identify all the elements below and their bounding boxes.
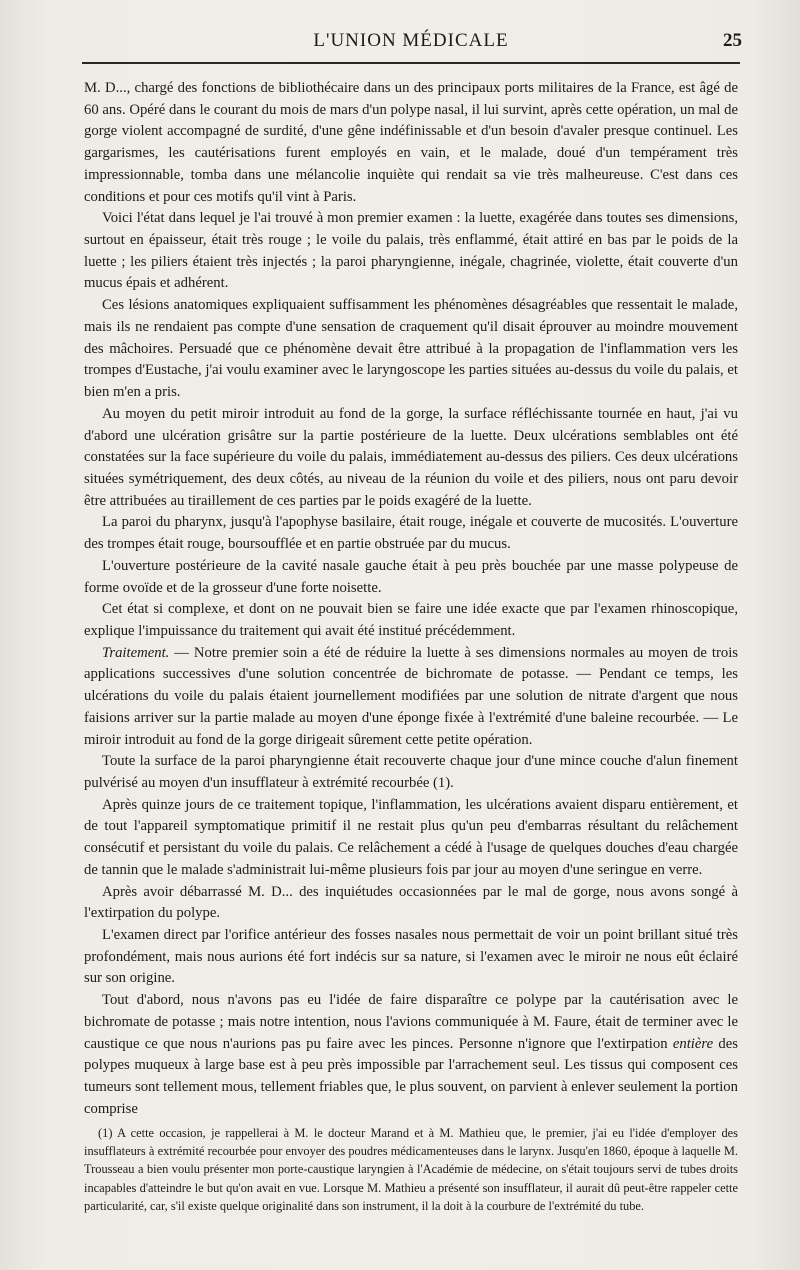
paragraph-text: — Notre premier soin a été de réduire la luette à ses dimensions normales au moyen de trois applications successives d'une solution concentrée de bichromate de potasse. — Pendant ce temps, les ulcérations du voile du palais étaient journellement modifiées par une solution de nitrate d'argent que nous faisions arriver sur la partie malade au moyen d'une éponge fixée à l'extrémité d'une baleine recourbée. — Le miroir introduit au fond de la gorge dirigeait sûrement cette petite opération. (84, 644, 739, 748)
paragraph: L'examen direct par l'orifice antérieur des fosses nasales nous permettait de voir un point brillant situé très profondément, mais nous aurions été fort indécis sur sa nature, si l'examen avec le miroir ne nous eût éclairé sur son origine. (84, 927, 738, 987)
paragraph: Après quinze jours de ce traitement topique, l'inflammation, les ulcérations avaient disparu entièrement, et de tout l'appareil symptomatique primitif il ne restait plus qu'un peu d'embarras résultant du relâchement consécutif et persistant du voile du palais. Ce relâchement a cédé à l'usage de quelques douches d'eau chargée de tannin que le malade s'administrait lui-même plusieurs fois par jour au moyen d'une seringue en verre. (84, 796, 738, 878)
running-head (80, 30, 742, 56)
paragraph: M. D..., chargé des fonctions de bibliothécaire dans un des principaux ports militaires de la France, est âgé de 60 ans. Opéré dans le courant du mois de mars d'un polype nasal, il lui survint, après cette opération, un mal de gorge violent accompagné de surdité, d'une gêne indéfinissable et d'un besoin d'avaler presque continuel. Les gargarismes, les cautérisations furent employés en vain, et le malade, doué d'un tempérament très impressionnable, tomba dans une mélancolie inquiète qui rendait sa vie très malheureuse. C'est dans ces conditions et pour ces motifs qu'il vint à Paris. (84, 80, 738, 205)
emphasis-word: entière (672, 1035, 714, 1052)
paragraph-text: Tout d'abord, nous n'avons pas eu l'idée de faire disparaître ce polype par la cautérisation avec le bichromate de potasse ; mais notre intention, nous l'avions communiquée à M. Faure, était de terminer avec le caustique ce que nous n'aurions pas pu faire avec les pinces. Personne n'ignore que l'extirpation (84, 992, 738, 1052)
paragraph: La paroi du pharynx, jusqu'à l'apophyse basilaire, était rouge, inégale et couverte de mucosités. L'ouverture des trompes était rouge, boursoufflée et en partie obstruée par du mucus. (84, 514, 738, 553)
article-body (84, 78, 738, 1121)
paragraph: L'ouverture postérieure de la cavité nasale gauche était à peu près bouchée par une masse polypeuse de forme ovoïde et de la grosseur d'une forte noisette. (84, 557, 738, 596)
paragraph: Après avoir débarrassé M. D... des inquiétudes occasionnées par le mal de gorge, nous avons songé à l'extirpation du polype. (84, 883, 738, 922)
header-rule (82, 62, 740, 64)
paragraph: Ces lésions anatomiques expliquaient suffisamment les phénomènes désagréables que ressentait le malade, mais ils ne rendaient pas compte d'une sensation de craquement qu'il disait éprouver au moindre mouvement des mâchoires. Persuadé que ce phénomène devait être attribué à la propagation de l'inflammation vers les trompes d'Eustache, j'ai voulu examiner avec le laryngoscope les parties situées au-dessus du voile du palais, et bien m'en a pris. (84, 297, 738, 401)
paragraph: Toute la surface de la paroi pharyngienne était recouverte chaque jour d'une mince couche d'alun finement pulvérisé au moyen d'un insufflateur à extrémité recourbée (1). (84, 753, 738, 791)
running-title: L'UNION MÉDICALE (313, 30, 509, 51)
paragraph: Voici l'état dans lequel je l'ai trouvé à mon premier examen : la luette, exagérée dans toutes ses dimensions, surtout en épaisseur, était très rouge ; le voile du palais, très enflammé, était attiré en bas par le poids de la luette ; les piliers étaient très injectés ; la paroi pharyngienne, inégale, chagrinée, violette, était couverte d'un mucus épais et adhérent. (84, 210, 738, 292)
paragraph (84, 643, 738, 752)
paragraph: Cet état si complexe, et dont on ne pouvait bien se faire une idée exacte que par l'examen rhinoscopique, explique l'impuissance du traitement qui avait été institué précédemment. (84, 601, 738, 639)
paragraph (84, 990, 738, 1120)
traitement-heading: Traitement. (102, 644, 170, 661)
page-number: 25 (723, 30, 742, 51)
paragraph-text: des polypes muqueux à large base est à peu près impossible par l'arrachement seul. Les tissus qui composent ces tumeurs sont tellement mous, tellement friables que, le plus souvent, on parvient à enlever seulement la portion comprise (84, 1035, 738, 1117)
footnotes (84, 1124, 738, 1215)
paragraph: Au moyen du petit miroir introduit au fond de la gorge, la surface réfléchissante tournée en haut, j'ai vu d'abord une ulcération grisâtre sur la partie postérieure de la luette. Deux ulcérations semblables ont été constatées sur la face supérieure du voile du palais, immédiatement au-dessus des piliers. Ces deux ulcérations situées symétriquement, des deux côtés, au niveau de la réunion du voile et des piliers, nous ont paru devoir être attribuées au tiraillement de ces parties par le poids exagéré de la luette. (84, 405, 738, 509)
footnote: (1) A cette occasion, je rappellerai à M. le docteur Marand et à M. Mathieu que, le premier, j'ai eu l'idée d'employer des insufflateurs à extrémité recourbée pour envoyer des poudres médicamenteuses dans le larynx. Jusqu'en 1860, époque à laquelle M. Trousseau a bien voulu présenter mon porte-caustique laryngien à l'Académie de médecine, on s'était toujours servi de tubes droits incapables d'atteindre le but qu'on avait en vue. Lorsque M. Mathieu a présenté son insufflateur, il aurait dû peut-être rappeler cette particularité, car, s'il existe quelque originalité dans son instrument, il la doit à la courbure de l'extrémité du tube. (84, 1126, 738, 1213)
